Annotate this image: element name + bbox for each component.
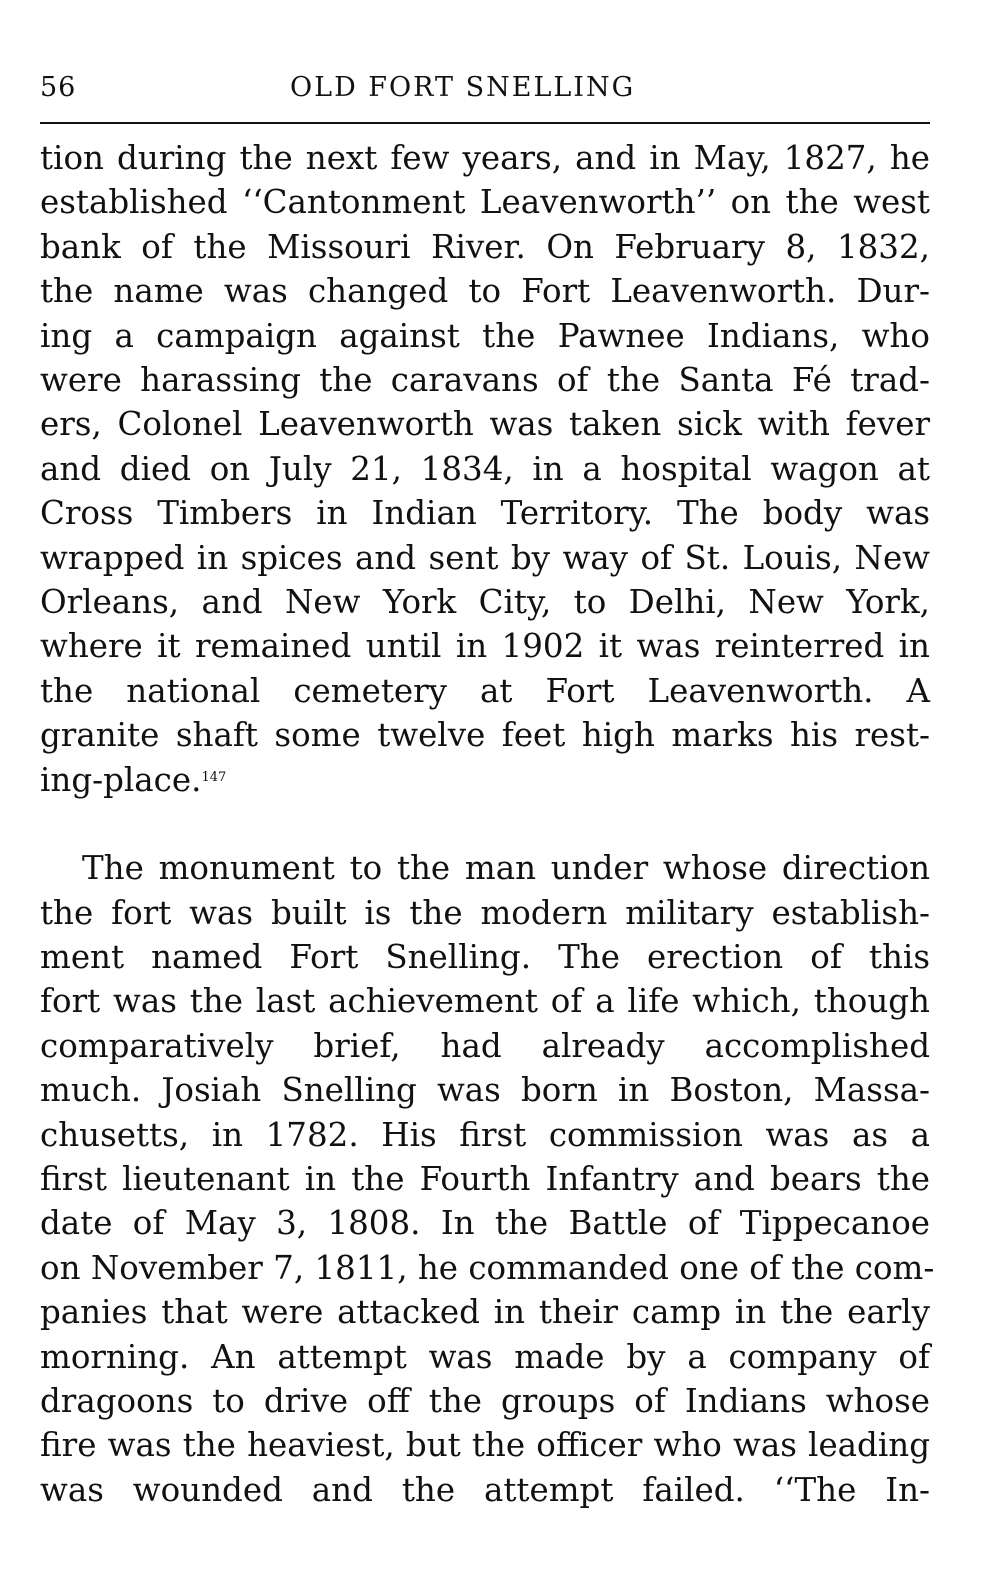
text-line-content: ing-place. (40, 760, 202, 799)
text-line: date of May 3, 1808. In the Battle of Tippecanoe (40, 1204, 930, 1243)
text-line: ers, Colonel Leavenworth was taken sick with fever (40, 405, 930, 444)
book-page (40, 62, 935, 1509)
running-header (40, 62, 930, 112)
text-line: wrapped in spices and sent by way of St. Louis, New (40, 538, 930, 577)
text-line: comparatively brief, had already accomplished (40, 1026, 930, 1065)
text-line: chusetts, in 1782. His first commission was as a (40, 1115, 930, 1154)
running-title: OLD FORT SNELLING (290, 72, 636, 103)
text-line: Orleans, and New York City, to Delhi, New York, (40, 583, 930, 622)
text-line: the fort was built is the modern military establish- (40, 893, 930, 932)
text-line: morning. An attempt was made by a company of (40, 1337, 930, 1376)
page-number: 56 (40, 72, 77, 103)
text-line: on November 7, 1811, he commanded one of the com- (40, 1248, 935, 1287)
text-line: where it remained until in 1902 it was reinterred in (40, 627, 930, 666)
text-line: Cross Timbers in Indian Territory. The body was (40, 494, 930, 533)
text-line: was wounded and the attempt failed. ‘‘The In- (40, 1470, 930, 1509)
body-text (40, 136, 935, 1512)
text-line: much. Josiah Snelling was born in Boston, Massa- (40, 1071, 930, 1110)
text-line: and died on July 21, 1834, in a hospital wagon at (40, 449, 930, 488)
paragraph-2 (40, 846, 935, 1512)
text-line: the name was changed to Fort Leavenworth. Dur- (40, 272, 930, 311)
text-line: the national cemetery at Fort Leavenworth. A (40, 671, 930, 710)
text-line: ing a campaign against the Pawnee Indians, who (40, 316, 930, 355)
text-line-last (40, 758, 930, 802)
text-line: bank of the Missouri River. On February 8, 1832, (40, 227, 930, 266)
text-line: dragoons to drive off the groups of Indians whose (40, 1381, 930, 1420)
header-rule (40, 122, 930, 124)
paragraph-1 (40, 136, 930, 802)
paragraph-gap (40, 802, 930, 846)
text-line: granite shaft some twelve feet high marks his rest- (40, 716, 930, 755)
text-line: The monument to the man under whose direction (82, 849, 930, 888)
text-line: established ‘‘Cantonment Leavenworth’’ on the west (40, 183, 930, 222)
text-line: tion during the next few years, and in May, 1827, he (40, 139, 930, 177)
text-line: ment named Fort Snelling. The erection of this (40, 937, 930, 976)
text-line: fort was the last achievement of a life which, though (40, 982, 930, 1021)
text-line: panies that were attacked in their camp in the early (40, 1293, 930, 1332)
text-line: first lieutenant in the Fourth Infantry and bears the (40, 1159, 930, 1198)
text-line: were harassing the caravans of the Santa Fé trad- (40, 361, 930, 400)
footnote-reference: 147 (201, 769, 227, 785)
text-line: fire was the heaviest, but the officer who was leading (40, 1426, 930, 1465)
